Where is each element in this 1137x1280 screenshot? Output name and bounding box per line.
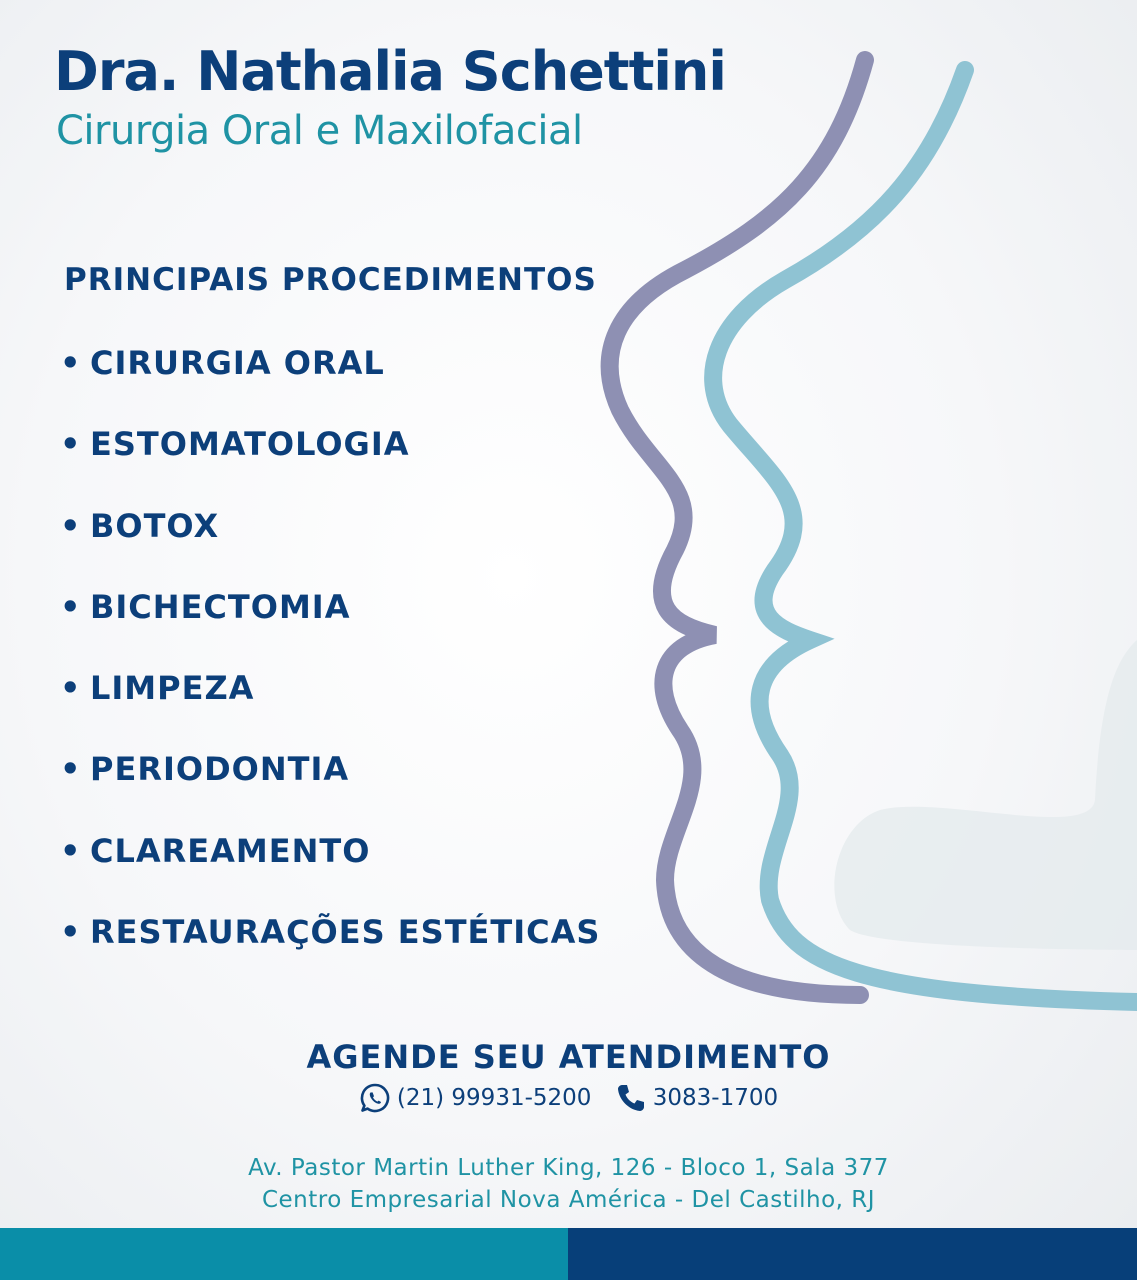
bullet: • [60, 587, 82, 626]
profile-line-purple [610, 60, 865, 995]
schedule-cta-heading: AGENDE SEU ATENDIMENTO [306, 1038, 831, 1076]
list-item [60, 584, 600, 665]
phone-contact[interactable] [615, 1082, 778, 1114]
bullet: • [60, 506, 82, 545]
procedure-label: BICHECTOMIA [90, 587, 351, 626]
phone-number: 3083-1700 [652, 1085, 779, 1111]
footer-bar [0, 1228, 1137, 1280]
phone-icon [615, 1082, 647, 1114]
list-item [60, 503, 600, 584]
list-item [60, 340, 600, 421]
procedure-label: ESTOMATOLOGIA [90, 425, 410, 464]
list-item [60, 909, 600, 990]
procedure-label: LIMPEZA [90, 669, 255, 708]
footer-bar-teal [0, 1228, 568, 1280]
list-item [60, 828, 600, 909]
bullet: • [60, 425, 82, 464]
bullet: • [60, 669, 82, 708]
procedure-label: CLAREAMENTO [90, 831, 371, 870]
procedure-label: BOTOX [90, 506, 220, 545]
list-item [60, 746, 600, 827]
procedure-label: PERIODONTIA [90, 750, 350, 789]
address-line-2: Centro Empresarial Nova América - Del Castilho, RJ [261, 1187, 876, 1213]
whatsapp-icon [359, 1082, 391, 1114]
list-item [60, 421, 600, 502]
procedure-label: CIRURGIA ORAL [90, 344, 385, 382]
contact-numbers [0, 1082, 1137, 1120]
procedures-list [60, 340, 600, 990]
procedure-label: RESTAURAÇÕES ESTÉTICAS [90, 913, 601, 952]
whatsapp-number: (21) 99931-5200 [396, 1085, 592, 1111]
bullet: • [60, 913, 82, 952]
specialty-subtitle: Cirurgia Oral e Maxilofacial [56, 108, 583, 154]
bullet: • [60, 750, 82, 789]
background-shoulder-shape [834, 640, 1137, 950]
footer-bar-navy [568, 1228, 1137, 1280]
bullet: • [60, 344, 82, 382]
procedures-heading: PRINCIPAIS PROCEDIMENTOS [64, 262, 597, 298]
bullet: • [60, 831, 82, 870]
address-block [0, 1152, 1137, 1216]
whatsapp-contact[interactable] [359, 1082, 592, 1114]
doctor-name-title: Dra. Nathalia Schettini [54, 40, 726, 103]
address-line-1: Av. Pastor Martin Luther King, 126 - Bloco 1, Sala 377 [248, 1155, 889, 1181]
list-item [60, 665, 600, 746]
